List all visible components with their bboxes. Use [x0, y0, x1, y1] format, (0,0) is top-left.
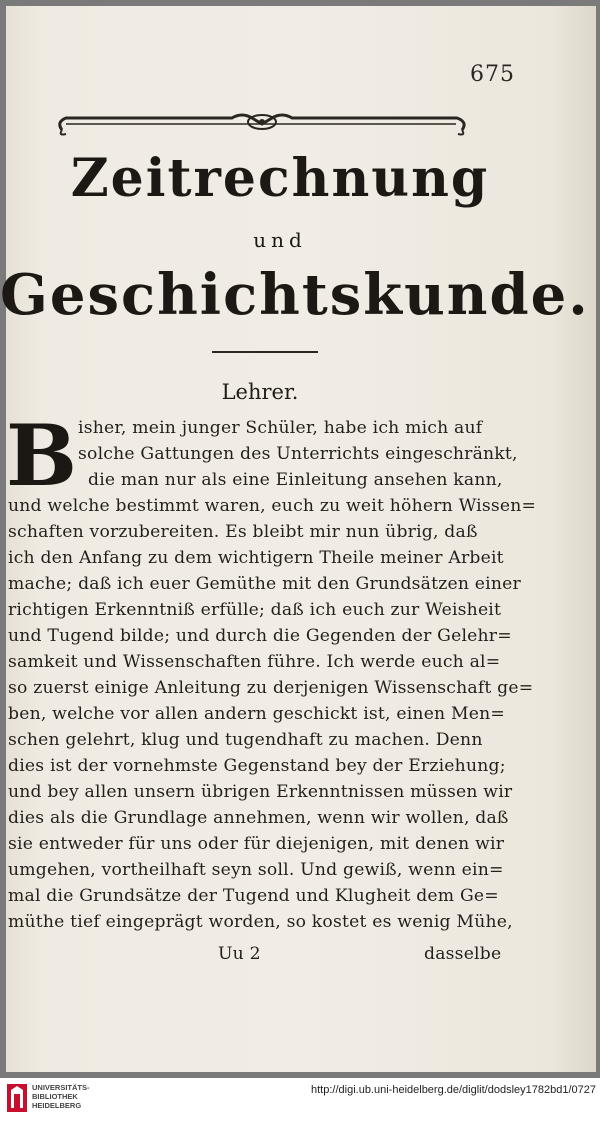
page-number: 675 — [470, 62, 515, 87]
text-line: umgehen, vortheilhaft seyn soll. Und gewiß, wenn ein= — [8, 860, 504, 880]
text-line: sie entweder für uns oder für diejenigen, mit denen wir — [8, 834, 505, 854]
library-name-line: HEIDELBERG — [32, 1101, 82, 1110]
text-line: so zuerst einige Anleitung zu derjenigen Wissenschaft ge= — [8, 678, 534, 698]
text-line: solche Gattungen des Unterrichts eingeschränkt, — [78, 444, 518, 464]
library-name-line: BIBLIOTHEK — [32, 1092, 78, 1101]
title-line-2: Geschichtskunde. — [0, 262, 590, 328]
text-line: schen gelehrt, klug und tugendhaft zu machen. Denn — [8, 730, 483, 750]
title-connector: und — [253, 228, 307, 252]
text-line: müthe tief eingeprägt worden, so kostet es wenig Mühe, — [8, 912, 513, 932]
divider-rule — [212, 351, 318, 353]
catchword: dasselbe — [424, 944, 502, 964]
text-line: dies als die Grundlage annehmen, wenn wir wollen, daß — [8, 808, 509, 828]
decorative-ornament — [52, 104, 472, 144]
university-library-logo-icon — [6, 1082, 28, 1114]
signature-mark: Uu 2 — [218, 944, 261, 964]
text-line: dies ist der vornehmste Gegenstand bey der Erziehung; — [8, 756, 506, 776]
speaker-heading: Lehrer. — [221, 380, 299, 404]
text-line: und welche bestimmt waren, euch zu weit höhern Wissen= — [8, 496, 537, 516]
text-line: die man nur als eine Einleitung ansehen kann, — [88, 470, 503, 490]
text-line: und Tugend bilde; und durch die Gegenden der Gelehr= — [8, 626, 512, 646]
source-url[interactable]: http://digi.ub.uni-heidelberg.de/diglit/dodsley1782bd1/0727 — [311, 1084, 596, 1096]
text-line: samkeit und Wissenschaften führe. Ich werde euch al= — [8, 652, 501, 672]
library-name-line: UNIVERSITÄTS- — [32, 1083, 90, 1092]
text-line: isher, mein junger Schüler, habe ich mich auf — [78, 418, 483, 438]
text-line: richtigen Erkenntniß erfülle; daß ich euch zur Weisheit — [8, 600, 502, 620]
text-line: ich den Anfang zu dem wichtigern Theile meiner Arbeit — [8, 548, 504, 568]
text-line: schaften vorzubereiten. Es bleibt mir nun übrig, daß — [8, 522, 478, 542]
text-line: ben, welche vor allen andern geschickt ist, einen Men= — [8, 704, 506, 724]
library-name — [32, 1083, 90, 1110]
text-line: und bey allen unsern übrigen Erkenntnissen müssen wir — [8, 782, 513, 802]
text-line: mache; daß ich euer Gemüthe mit den Grundsätzen einer — [8, 574, 521, 594]
title-line-1: Zeitrechnung — [70, 148, 490, 209]
drop-cap: B — [6, 406, 77, 505]
text-line: mal die Grundsätze der Tugend und Klugheit dem Ge= — [8, 886, 499, 906]
